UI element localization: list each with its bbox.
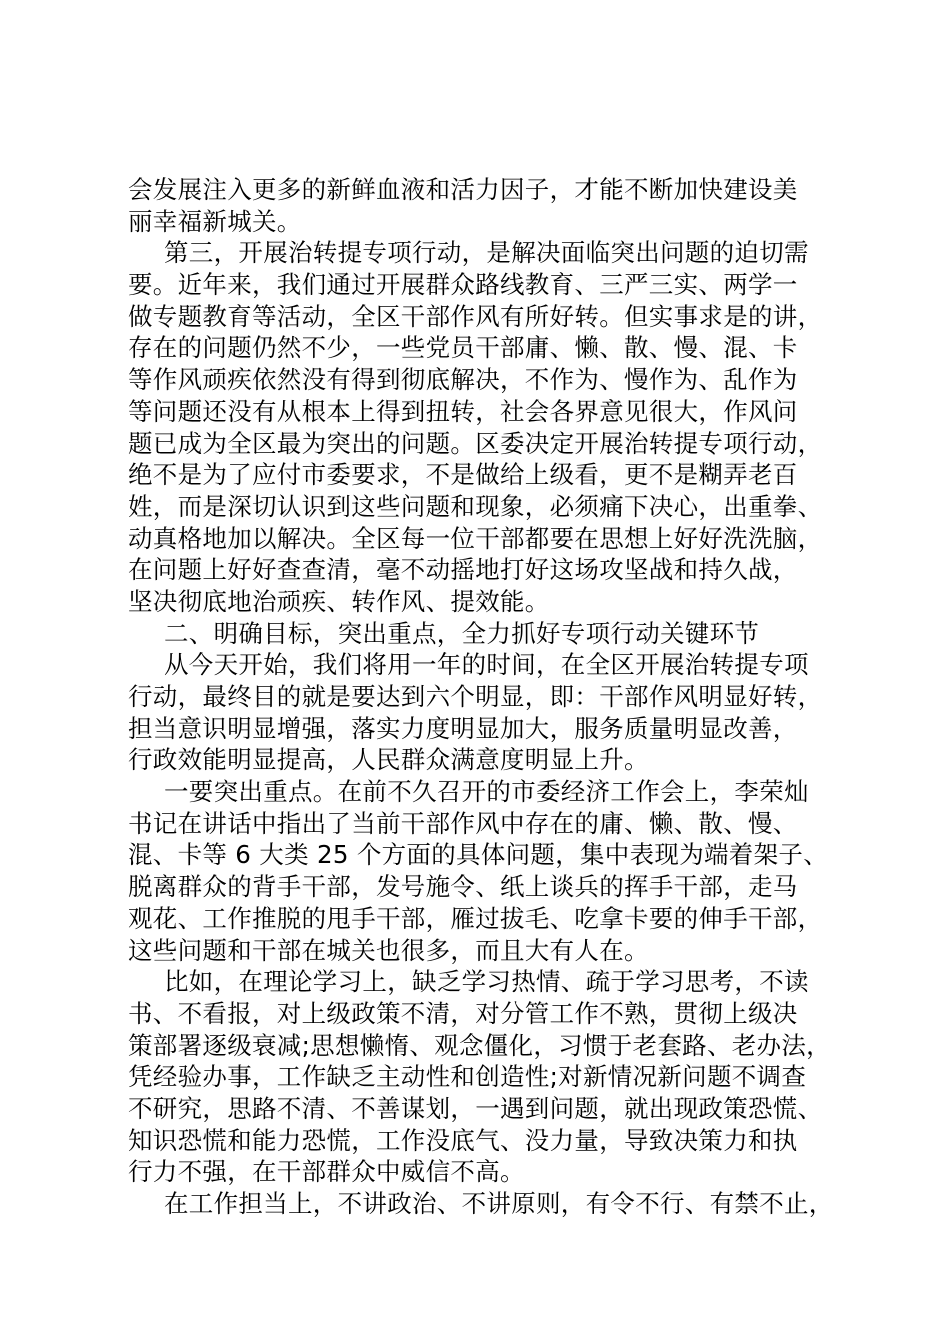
text-line: 行动，最终目的就是要达到六个明显，即：干部作风明显好转， (128, 682, 823, 711)
text-line: 会发展注入更多的新鲜血液和活力因子，才能不断加快建设美 (128, 175, 798, 204)
text-line: 绝不是为了应付市委要求，不是做给上级看，更不是糊弄老百 (128, 460, 798, 490)
text-line: 做专题教育等活动，全区干部作风有所好转。但实事求是的讲， (128, 301, 823, 331)
text-line: 姓，而是深切认识到这些问题和现象，必须痛下决心，出重拳、 (128, 491, 823, 521)
paragraph-start-line: 在工作担当上，不讲政治、不讲原则，有令不行、有禁不止， (164, 1189, 834, 1218)
text-line: 等问题还没有从根本上得到扭转，社会各界意见很大，作风问 (128, 396, 798, 426)
text-line: 行政效能明显提高，人民群众满意度明显上升。 (128, 745, 649, 775)
text-line: 混、卡等 6 大类 25 个方面的具体问题，集中表现为端着架子、 (128, 840, 829, 870)
text-line: 要。近年来，我们通过开展群众路线教育、三严三实、两学一 (128, 270, 798, 300)
section-heading: 二、明确目标，突出重点，全力抓好专项行动关键环节 (164, 618, 760, 648)
paragraph-start-line: 比如，在理论学习上，缺乏学习热情、疏于学习思考，不读 (164, 967, 809, 997)
text-line: 书、不看报，对上级政策不清，对分管工作不熟，贯彻上级决 (128, 998, 798, 1028)
text-line: 不研究，思路不清、不善谋划，一遇到问题，就出现政策恐慌、 (128, 1093, 823, 1123)
text-line: 动真格地加以解决。全区每一位干部都要在思想上好好洗洗脑， (128, 523, 823, 553)
text-line: 观花、工作推脱的甩手干部，雁过拔毛、吃拿卡要的伸手干部， (128, 903, 823, 933)
text-line: 担当意识明显增强，落实力度明显加大，服务质量明显改善， (128, 713, 798, 743)
text-line: 凭经验办事，工作缺乏主动性和创造性;对新情况新问题不调查 (128, 1062, 807, 1092)
text-line: 书记在讲话中指出了当前干部作风中存在的庸、懒、散、慢、 (128, 808, 798, 838)
text-line: 知识恐慌和能力恐慌，工作没底气、没力量，导致决策力和执 (128, 1125, 798, 1155)
text-line: 在问题上好好查查清，毫不动摇地打好这场攻坚战和持久战， (128, 555, 798, 585)
text-line: 坚决彻底地治顽疾、转作风、提效能。 (128, 586, 550, 616)
paragraph-start-line: 第三，开展治转提专项行动，是解决面临突出问题的迫切需 (164, 238, 809, 268)
text-line: 行力不强，在干部群众中威信不高。 (128, 1157, 525, 1187)
text-line: 脱离群众的背手干部，发号施令、纸上谈兵的挥手干部，走马 (128, 872, 798, 902)
text-line: 等作风顽疾依然没有得到彻底解决，不作为、慢作为、乱作为 (128, 365, 798, 395)
text-line: 丽幸福新城关。 (128, 206, 302, 236)
text-line: 这些问题和干部在城关也很多，而且大有人在。 (128, 935, 649, 965)
text-line: 存在的问题仍然不少，一些党员干部庸、懒、散、慢、混、卡 (128, 333, 798, 363)
body-text (128, 174, 858, 1220)
text-line: 题已成为全区最为突出的问题。区委决定开展治转提专项行动， (128, 428, 823, 458)
text-line: 策部署逐级衰减;思想懒惰、观念僵化，习惯于老套路、老办法， (128, 1030, 831, 1060)
paragraph-start-line: 一要突出重点。在前不久召开的市委经济工作会上，李荣灿 (164, 777, 809, 807)
paragraph-start-line: 从今天开始，我们将用一年的时间，在全区开展治转提专项 (164, 650, 809, 680)
